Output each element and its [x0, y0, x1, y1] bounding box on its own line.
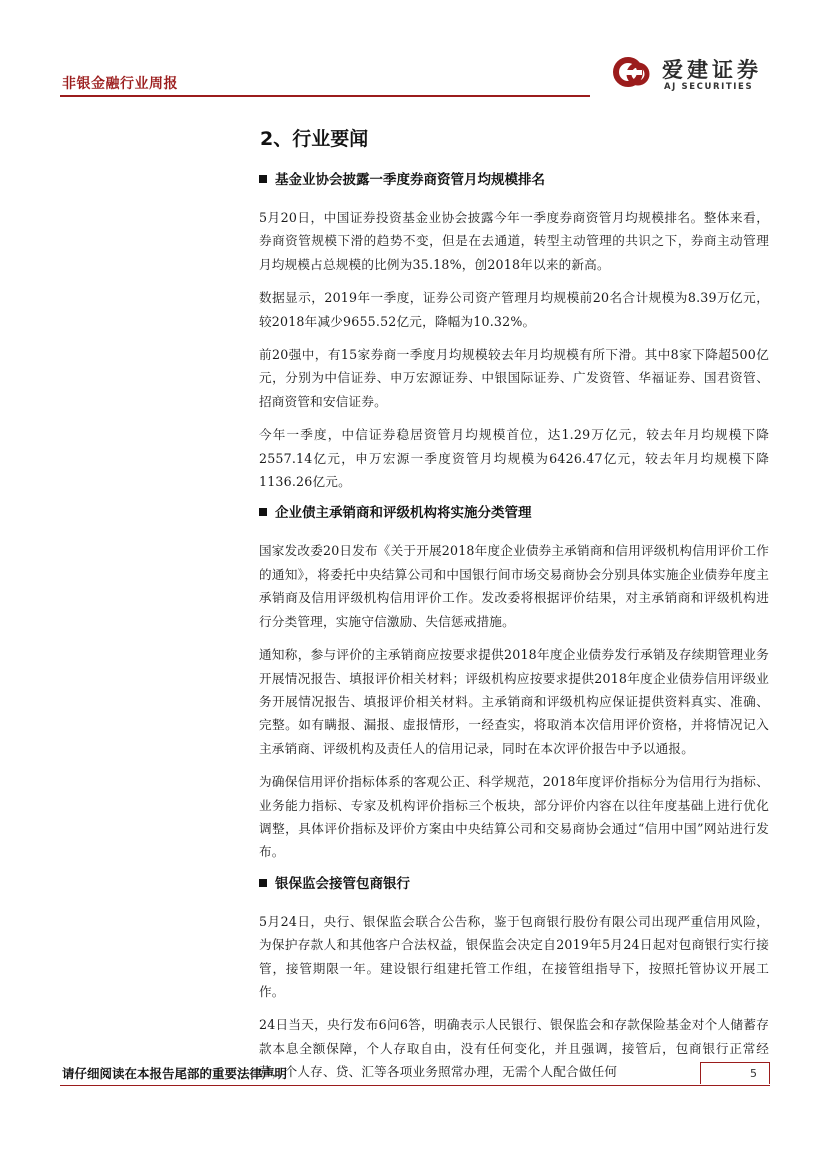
news-paragraph: 数据显示，2019年一季度，证券公司资产管理月均规模前20名合计规模为8.39万亿元，较2018年减少9655.52亿元，降幅为10.32%。: [259, 290, 769, 329]
news-heading: [259, 503, 769, 523]
company-logo: [610, 52, 770, 94]
news-heading-text: 基金业协会披露一季度券商资管月均规模排名: [275, 172, 545, 188]
report-type-title: 非银金融行业周报: [62, 76, 178, 92]
square-bullet-icon: [259, 879, 267, 887]
news-paragraph: 前20强中，有15家券商一季度月均规模较去年月均规模有所下滑。其中8家下降超500亿元，分别为中信证券、申万宏源证券、中银国际证券、广发资管、华福证券、国君资管、招商资管和安信证券。: [259, 347, 769, 409]
news-heading: [259, 874, 769, 894]
square-bullet-icon: [259, 175, 267, 183]
news-item: [259, 874, 769, 1084]
news-paragraph: 国家发改委20日发布《关于开展2018年度企业债券主承销商和信用评级机构信用评价工作的通知》，将委托中央结算公司和中国银行间市场交易商协会分别具体实施企业债券年度主承销商及信用评级机构信用评价工作。发改委将根据评价结果，对主承销商和评级机构进行分类管理，实施守信激励、失信惩戒措施。: [259, 543, 769, 629]
news-paragraph: 24日当天，央行发布6问6答，明确表示人民银行、银保监会和存款保险基金对个人储蓄存款本息全额保障，个人存取自由，没有任何变化，并且强调，接管后，包商银行正常经营，个人存、贷、汇等各项业务照常办理，无需个人配合做任何: [259, 1017, 769, 1080]
footer-rule: [60, 1085, 770, 1086]
logo-mark-icon: [610, 52, 656, 94]
news-heading-text: 企业债主承销商和评级机构将实施分类管理: [275, 505, 532, 522]
legal-disclaimer: 请仔细阅读在本报告尾部的重要法律声明: [62, 1066, 288, 1081]
news-heading-text: 银保监会接管包商银行: [275, 875, 410, 892]
header-rule: [60, 95, 590, 97]
news-item: [259, 170, 769, 493]
news-paragraph: 为确保信用评价指标体系的客观公正、科学规范，2018年度评价指标分为信用行为指标、业务能力指标、专家及机构评价指标三个板块，部分评价内容在以往年度基础上进行优化调整，具体评价指标及评价方案由中央结算公司和交易商协会通过“信用中国”网站进行发布。: [259, 774, 769, 860]
logo-chinese-name: 爱建证券: [662, 58, 762, 82]
news-item: [259, 503, 769, 863]
logo-english-name: AJ SECURITIES: [664, 82, 754, 92]
square-bullet-icon: [259, 508, 267, 516]
news-paragraph: 今年一季度，中信证券稳居资管月均规模首位，达1.29万亿元，较去年月均规模下降2557.14亿元，申万宏源一季度资管月均规模为6426.47亿元，较去年月均规模下降1136.26亿元。: [259, 427, 769, 490]
news-content: [259, 170, 769, 1094]
section-title: 2、行业要闻: [260, 128, 369, 150]
page-number: 5: [700, 1062, 770, 1084]
news-paragraph: 5月20日，中国证券投资基金业协会披露今年一季度券商资管月均规模排名。整体来看，券商资管规模下滑的趋势不变，但是在去通道，转型主动管理的共识之下，券商主动管理月均规模占总规模的比例为35.18%，创2018年以来的新高。: [259, 210, 769, 272]
news-heading: [259, 170, 769, 190]
news-paragraph: 5月24日，央行、银保监会联合公告称，鉴于包商银行股份有限公司出现严重信用风险，为保护存款人和其他客户合法权益，银保监会决定自2019年5月24日起对包商银行实行接管，接管期限一年。建设银行组建托管工作组，在接管组指导下，按照托管协议开展工作。: [259, 913, 769, 999]
news-paragraph: 通知称，参与评价的主承销商应按要求提供2018年度企业债券发行承销及存续期管理业务开展情况报告、填报评价相关材料；评级机构应按要求提供2018年度企业债券信用评级业务开展情况报告、填报评价相关材料。主承销商和评级机构应保证提供资料真实、准确、完整。如有瞒报、漏报、虚报情形，一经查实，将取消本次信用评价资格，并将情况记入主承销商、评级机构及责任人的信用记录，同时在本次评价报告中予以通报。: [259, 647, 769, 756]
